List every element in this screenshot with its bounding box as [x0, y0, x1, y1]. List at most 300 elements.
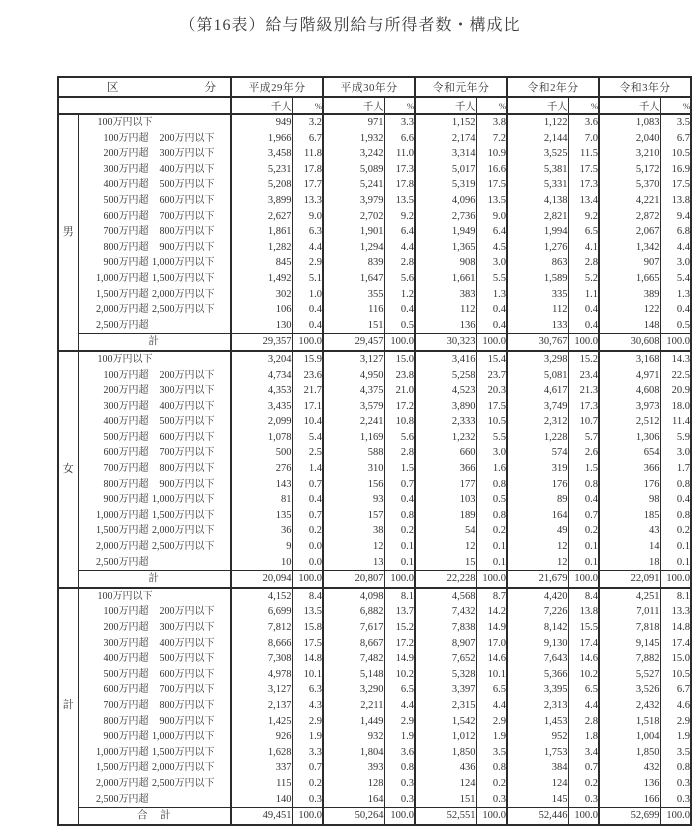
thousands-cell: 1,994: [507, 224, 568, 240]
percent-cell: 10.4: [292, 414, 323, 430]
thousands-cell: 2,040: [599, 131, 660, 147]
bracket-upper: 700万円以下: [159, 684, 215, 696]
thousands-cell: 5,241: [323, 177, 384, 193]
thousands-cell: 3,210: [599, 146, 660, 162]
percent-cell: 3.5: [476, 745, 507, 761]
percent-cell: 9.2: [384, 209, 415, 225]
percent-cell: 15.5: [568, 620, 599, 636]
percent-cell: 5.4: [292, 430, 323, 446]
table-row: [58, 445, 691, 461]
thousands-cell: 2,211: [323, 698, 384, 714]
table-row: [58, 792, 691, 808]
percent-header: %: [292, 97, 323, 114]
percent-cell: 3.6: [384, 745, 415, 761]
row-label-cell: [78, 745, 231, 761]
percent-cell: 17.7: [292, 177, 323, 193]
corner-header: [58, 77, 231, 97]
row-label-cell: [78, 224, 231, 240]
bracket-upper: 200万円以下: [159, 132, 215, 144]
thousands-cell: 1,492: [231, 271, 292, 287]
total-percent-cell: 100.0: [568, 571, 599, 588]
thousands-cell: 1,804: [323, 745, 384, 761]
percent-cell: 0.4: [292, 318, 323, 334]
section-label-cell: 計: [58, 588, 78, 825]
row-label-cell: [78, 177, 231, 193]
thousands-cell: 128: [323, 776, 384, 792]
thousands-cell: 12: [415, 539, 476, 555]
thousands-cell: 103: [415, 492, 476, 508]
total-label-cell: 合 計: [78, 808, 231, 825]
percent-cell: 0.4: [660, 492, 691, 508]
percent-cell: 0.3: [384, 792, 415, 808]
percent-cell: 14.6: [476, 651, 507, 667]
percent-cell: 9.0: [476, 209, 507, 225]
percent-header: %: [568, 97, 599, 114]
percent-cell: 0.1: [660, 555, 691, 571]
percent-cell: 0.3: [660, 776, 691, 792]
thousands-cell: 8,667: [323, 636, 384, 652]
percent-cell: 13.5: [476, 193, 507, 209]
table-row: [58, 523, 691, 539]
table-row: [58, 620, 691, 636]
row-label-cell: [78, 604, 231, 620]
percent-cell: 6.6: [384, 131, 415, 147]
thousands-cell: 1,282: [231, 240, 292, 256]
percent-cell: 0.3: [384, 776, 415, 792]
row-label-cell: [78, 302, 231, 318]
percent-cell: 10.5: [476, 414, 507, 430]
row-label-cell: [78, 240, 231, 256]
thousands-cell: 5,258: [415, 368, 476, 384]
table-row: [58, 318, 691, 334]
bracket-upper: 2,500万円以下: [152, 541, 215, 553]
thousands-cell: 2,067: [599, 224, 660, 240]
bracket-lower: 1,000万円超: [96, 746, 149, 758]
percent-cell: 2.9: [384, 714, 415, 730]
row-label-cell: [78, 287, 231, 303]
table-row: [58, 399, 691, 415]
bracket-lower: 1,500万円超: [96, 762, 149, 774]
bracket-upper: 800万円以下: [159, 226, 215, 238]
table-section: [58, 114, 691, 351]
percent-cell: 0.1: [568, 539, 599, 555]
thousands-cell: 54: [415, 523, 476, 539]
thousands-cell: 393: [323, 760, 384, 776]
bracket-lower: 900万円超: [103, 494, 149, 506]
bracket-lower: 900万円超: [103, 257, 149, 269]
bracket-upper: 1,500万円以下: [152, 272, 215, 284]
bracket-lower: 400万円超: [103, 179, 149, 191]
total-percent-cell: 100.0: [568, 334, 599, 351]
thousands-cell: 845: [231, 255, 292, 271]
percent-cell: 10.1: [476, 667, 507, 683]
bracket-lower: 300万円超: [103, 400, 149, 412]
row-label-cell: [78, 776, 231, 792]
percent-cell: 0.7: [568, 760, 599, 776]
thousands-cell: 1,228: [507, 430, 568, 446]
percent-cell: 3.4: [568, 745, 599, 761]
thousands-cell: 1,932: [323, 131, 384, 147]
thousands-cell: 5,089: [323, 162, 384, 178]
bracket-upper: 500万円以下: [159, 416, 215, 428]
total-percent-cell: 100.0: [660, 571, 691, 588]
thousands-cell: 3,416: [415, 351, 476, 368]
table-row: [58, 714, 691, 730]
percent-cell: 6.5: [568, 224, 599, 240]
thousands-cell: 1,306: [599, 430, 660, 446]
thousands-cell: 5,370: [599, 177, 660, 193]
percent-cell: 5.1: [292, 271, 323, 287]
thousands-cell: 5,231: [231, 162, 292, 178]
bracket-lower: 2,500万円超: [96, 556, 149, 568]
percent-cell: 17.8: [384, 177, 415, 193]
thousands-cell: 8,907: [415, 636, 476, 652]
percent-cell: 8.1: [384, 588, 415, 605]
percent-cell: 15.2: [568, 351, 599, 368]
percent-cell: 14.8: [660, 620, 691, 636]
thousands-cell: 1,453: [507, 714, 568, 730]
row-label-cell: [78, 792, 231, 808]
thousands-cell: 4,568: [415, 588, 476, 605]
percent-cell: 16.6: [476, 162, 507, 178]
bracket-upper: 1,500万円以下: [152, 746, 215, 758]
bracket-upper: 800万円以下: [159, 699, 215, 711]
percent-cell: 0.4: [660, 302, 691, 318]
row-label-cell: [78, 255, 231, 271]
row-label-cell: [78, 271, 231, 287]
thousands-cell: 185: [599, 508, 660, 524]
percent-cell: 0.2: [568, 523, 599, 539]
thousands-cell: 3,168: [599, 351, 660, 368]
percent-cell: 6.5: [476, 682, 507, 698]
bracket-upper: 2,500万円以下: [152, 304, 215, 316]
table-row: [58, 776, 691, 792]
thousands-cell: 1,365: [415, 240, 476, 256]
percent-cell: 14.9: [384, 651, 415, 667]
bracket-lower: 2,000万円超: [96, 777, 149, 789]
thousands-cell: 10: [231, 555, 292, 571]
thousands-cell: 2,333: [415, 414, 476, 430]
percent-cell: 2.5: [292, 445, 323, 461]
percent-cell: 0.3: [292, 792, 323, 808]
bracket-lower: 600万円超: [103, 684, 149, 696]
row-label-cell: [78, 508, 231, 524]
thousands-cell: 124: [507, 776, 568, 792]
thousands-cell: 932: [323, 729, 384, 745]
thousands-cell: 130: [231, 318, 292, 334]
percent-cell: 1.0: [292, 287, 323, 303]
thousands-cell: 4,353: [231, 383, 292, 399]
thousands-cell: 122: [599, 302, 660, 318]
thousands-cell: 148: [599, 318, 660, 334]
thousands-cell: 5,148: [323, 667, 384, 683]
percent-cell: 17.5: [476, 177, 507, 193]
thousands-cell: 3,290: [323, 682, 384, 698]
percent-cell: 6.8: [660, 224, 691, 240]
row-label-cell: [78, 667, 231, 683]
percent-cell: 3.0: [476, 255, 507, 271]
percent-cell: 17.8: [292, 162, 323, 178]
thousands-cell: 4,096: [415, 193, 476, 209]
percent-cell: 4.4: [476, 698, 507, 714]
thousands-cell: 143: [231, 477, 292, 493]
thousands-cell: 3,298: [507, 351, 568, 368]
bracket-lower: 700万円超: [103, 463, 149, 475]
thousands-cell: 7,308: [231, 651, 292, 667]
thousands-cell: 7,643: [507, 651, 568, 667]
thousands-cell: 164: [323, 792, 384, 808]
thousands-cell: 1,901: [323, 224, 384, 240]
thousands-cell: 4,420: [507, 588, 568, 605]
percent-cell: 0.4: [568, 318, 599, 334]
total-label-cell: 計: [78, 334, 231, 351]
row-label-cell: [78, 588, 231, 605]
bracket-upper: 2,500万円以下: [152, 777, 215, 789]
percent-cell: 5.5: [476, 271, 507, 287]
percent-cell: 23.4: [568, 368, 599, 384]
thousands-cell: 135: [231, 508, 292, 524]
thousands-cell: 3,435: [231, 399, 292, 415]
percent-cell: 4.4: [292, 240, 323, 256]
percent-cell: 0.4: [568, 302, 599, 318]
row-label-cell: [78, 477, 231, 493]
bracket-lower: 500万円超: [103, 194, 149, 206]
bracket-lower: 400万円超: [103, 416, 149, 428]
percent-cell: 18.0: [660, 399, 691, 415]
bracket-upper: 300万円以下: [159, 622, 215, 633]
thousands-cell: 7,652: [415, 651, 476, 667]
table-row: [58, 177, 691, 193]
percent-cell: 21.3: [568, 383, 599, 399]
percent-cell: 17.4: [660, 636, 691, 652]
table-row: [58, 698, 691, 714]
thousands-cell: 5,381: [507, 162, 568, 178]
percent-cell: 17.3: [568, 399, 599, 415]
percent-cell: 1.8: [568, 729, 599, 745]
thousands-cell: 319: [507, 461, 568, 477]
bracket-lower: 100万円以下: [97, 353, 153, 365]
percent-cell: 2.9: [660, 714, 691, 730]
salary-table-container: [57, 76, 700, 826]
thousands-cell: 863: [507, 255, 568, 271]
percent-cell: 5.6: [384, 430, 415, 446]
percent-cell: 13.3: [292, 193, 323, 209]
thousands-cell: 1,966: [231, 131, 292, 147]
thousands-cell: 276: [231, 461, 292, 477]
percent-cell: 9.4: [660, 209, 691, 225]
thousands-cell: 1,850: [599, 745, 660, 761]
thousands-cell: 588: [323, 445, 384, 461]
thousands-cell: 18: [599, 555, 660, 571]
total-thousands-cell: 22,228: [415, 571, 476, 588]
total-percent-cell: 100.0: [292, 334, 323, 351]
total-percent-cell: 100.0: [476, 571, 507, 588]
row-label-cell: [78, 445, 231, 461]
percent-cell: 23.7: [476, 368, 507, 384]
percent-cell: 0.0: [292, 555, 323, 571]
percent-cell: 0.5: [384, 318, 415, 334]
thousands-cell: 93: [323, 492, 384, 508]
thousands-cell: 1,078: [231, 430, 292, 446]
percent-cell: 0.1: [660, 539, 691, 555]
table-row: [58, 193, 691, 209]
thousands-cell: 5,172: [599, 162, 660, 178]
thousands-cell: 112: [507, 302, 568, 318]
table-row: [58, 287, 691, 303]
bracket-lower: 800万円超: [103, 715, 149, 727]
thousands-cell: 4,375: [323, 383, 384, 399]
percent-cell: 6.7: [292, 131, 323, 147]
thousands-cell: 366: [415, 461, 476, 477]
thousands-cell: 8,142: [507, 620, 568, 636]
percent-cell: 0.5: [476, 492, 507, 508]
thousands-cell: 1,342: [599, 240, 660, 256]
percent-cell: 17.4: [568, 636, 599, 652]
percent-cell: 17.5: [292, 636, 323, 652]
thousands-cell: 1,647: [323, 271, 384, 287]
percent-cell: 0.7: [292, 477, 323, 493]
thousands-cell: 2,137: [231, 698, 292, 714]
percent-cell: 0.1: [384, 555, 415, 571]
percent-cell: 6.5: [384, 682, 415, 698]
thousands-cell: 4,138: [507, 193, 568, 209]
thousands-cell: 908: [415, 255, 476, 271]
percent-cell: 6.7: [660, 131, 691, 147]
percent-cell: 6.4: [476, 224, 507, 240]
table-row: [58, 302, 691, 318]
percent-cell: 17.3: [568, 177, 599, 193]
percent-cell: 0.1: [476, 555, 507, 571]
percent-cell: 15.2: [384, 620, 415, 636]
thousands-cell: 13: [323, 555, 384, 571]
percent-cell: 9.0: [292, 209, 323, 225]
thousands-cell: 7,882: [599, 651, 660, 667]
thousands-cell: 4,523: [415, 383, 476, 399]
bracket-upper: 300万円以下: [159, 385, 215, 397]
thousands-cell: 952: [507, 729, 568, 745]
percent-cell: 0.2: [292, 776, 323, 792]
percent-cell: 17.5: [476, 399, 507, 415]
thousands-cell: 5,208: [231, 177, 292, 193]
bracket-upper: 600万円以下: [159, 431, 215, 443]
percent-cell: 14.2: [476, 604, 507, 620]
percent-cell: 3.8: [476, 114, 507, 131]
percent-cell: 1.7: [660, 461, 691, 477]
bracket-lower: 200万円超: [103, 148, 149, 160]
thousands-cell: 8,666: [231, 636, 292, 652]
bracket-upper: 600万円以下: [159, 668, 215, 680]
thousands-cell: 2,736: [415, 209, 476, 225]
table-row: [58, 555, 691, 571]
percent-cell: 5.4: [660, 271, 691, 287]
thousands-cell: 7,818: [599, 620, 660, 636]
row-label-cell: [78, 760, 231, 776]
thousands-cell: 839: [323, 255, 384, 271]
table-row: [58, 508, 691, 524]
thousands-cell: 1,276: [507, 240, 568, 256]
thousands-cell: 112: [415, 302, 476, 318]
bracket-upper: 900万円以下: [159, 478, 215, 490]
year-header-r03: 令和3年分: [599, 77, 691, 97]
row-label-cell: [78, 698, 231, 714]
thousands-cell: 14: [599, 539, 660, 555]
thousands-cell: 1,449: [323, 714, 384, 730]
percent-cell: 10.5: [660, 146, 691, 162]
row-label-cell: [78, 114, 231, 131]
percent-cell: 0.2: [292, 523, 323, 539]
table-row: [58, 383, 691, 399]
thousands-cell: 2,872: [599, 209, 660, 225]
percent-cell: 0.4: [384, 492, 415, 508]
percent-cell: 11.5: [568, 146, 599, 162]
total-thousands-cell: 49,451: [231, 808, 292, 825]
percent-cell: 3.0: [660, 445, 691, 461]
thousands-cell: 177: [415, 477, 476, 493]
percent-cell: 0.4: [384, 302, 415, 318]
percent-cell: 1.4: [292, 461, 323, 477]
thousands-cell: 1,294: [323, 240, 384, 256]
thousands-cell: 3,526: [599, 682, 660, 698]
thousands-cell: 176: [599, 477, 660, 493]
percent-cell: 3.0: [476, 445, 507, 461]
thousands-cell: 1,589: [507, 271, 568, 287]
bracket-upper: 1,000万円以下: [152, 494, 215, 506]
percent-cell: 6.3: [292, 224, 323, 240]
percent-cell: 8.4: [568, 588, 599, 605]
table-row: [58, 131, 691, 147]
row-label-cell: [78, 492, 231, 508]
thousands-cell: 2,627: [231, 209, 292, 225]
thousands-cell: 574: [507, 445, 568, 461]
percent-cell: 10.2: [568, 667, 599, 683]
percent-cell: 23.6: [292, 368, 323, 384]
thousands-cell: 49: [507, 523, 568, 539]
percent-cell: 22.5: [660, 368, 691, 384]
total-thousands-cell: 50,264: [323, 808, 384, 825]
bracket-upper: 2,000万円以下: [152, 288, 215, 300]
thousands-cell: 3,242: [323, 146, 384, 162]
bracket-upper: 500万円以下: [159, 653, 215, 665]
thousands-cell: 9,130: [507, 636, 568, 652]
thousands-cell: 189: [415, 508, 476, 524]
thousands-cell: 335: [507, 287, 568, 303]
thousands-cell: 436: [415, 760, 476, 776]
thousands-cell: 3,973: [599, 399, 660, 415]
percent-cell: 5.9: [660, 430, 691, 446]
thousands-cell: 7,812: [231, 620, 292, 636]
bracket-upper: 1,000万円以下: [152, 731, 215, 743]
table-row: [58, 240, 691, 256]
thousands-cell: 1,083: [599, 114, 660, 131]
grand-total-row: [58, 808, 691, 825]
percent-cell: 17.0: [476, 636, 507, 652]
total-thousands-cell: 30,323: [415, 334, 476, 351]
bracket-lower: 300万円超: [103, 637, 149, 649]
thousands-cell: 115: [231, 776, 292, 792]
thousands-cell: 1,425: [231, 714, 292, 730]
bracket-upper: 400万円以下: [159, 400, 215, 412]
total-thousands-cell: 30,767: [507, 334, 568, 351]
percent-cell: 0.2: [660, 523, 691, 539]
unit-header: 千人: [415, 97, 476, 114]
percent-cell: 1.3: [660, 287, 691, 303]
thousands-cell: 164: [507, 508, 568, 524]
table-row: [58, 255, 691, 271]
percent-cell: 14.9: [476, 620, 507, 636]
percent-cell: 0.2: [568, 776, 599, 792]
subheader-spacer: [58, 97, 231, 114]
bracket-lower: 700万円超: [103, 226, 149, 238]
